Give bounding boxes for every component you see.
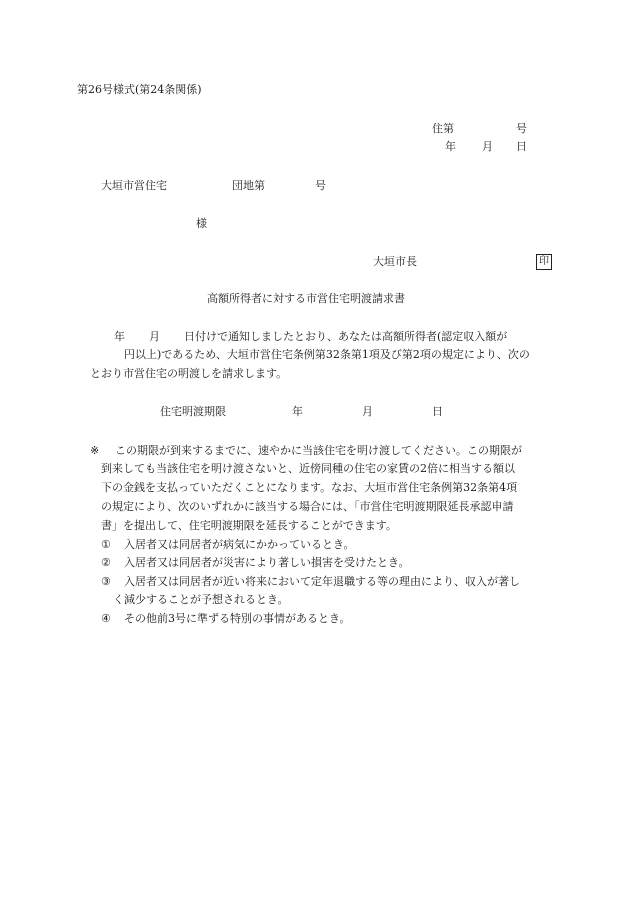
note-line: の規定により、次のいずれかに該当する場合には、「市営住宅明渡期限延長承認申請 bbox=[101, 500, 514, 513]
item-text: 入居者又は同居者が災害により著しい損害を受けたとき。 bbox=[124, 556, 410, 569]
note-mark: ※ bbox=[90, 444, 100, 457]
item-number: ① bbox=[101, 538, 111, 551]
deadline-month: 月 bbox=[362, 405, 373, 418]
issuer: 大垣市長 bbox=[373, 255, 417, 268]
item-number: ③ bbox=[101, 575, 111, 588]
document-title: 高額所得者に対する市営住宅明渡請求書 bbox=[207, 292, 405, 305]
item-text: 入居者又は同居者が病気にかかっているとき。 bbox=[124, 538, 355, 551]
item-text-continued: く減少することが予想されるとき。 bbox=[113, 593, 289, 606]
body-line-1: 日付けで通知しましたとおり、あなたは高額所得者(認定収入額が bbox=[184, 330, 508, 343]
housing-number: 号 bbox=[315, 179, 326, 192]
body-line-2: 円以上)であるため、大垣市営住宅条例第32条第1項及び第2項の規定により、次の bbox=[124, 348, 530, 361]
note-line: 到来しても当該住宅を明け渡さないと、近傍同種の住宅の家賃の2倍に相当する額以 bbox=[101, 462, 515, 475]
deadline-day: 日 bbox=[432, 405, 443, 418]
doc-no-suffix: 号 bbox=[516, 122, 527, 135]
addressee-suffix: 様 bbox=[196, 217, 207, 230]
note-line: 書」を提出して、住宅明渡期限を延長することができます。 bbox=[101, 519, 397, 532]
housing-name: 大垣市営住宅 bbox=[101, 179, 167, 192]
body-line-3: とおり市営住宅の明渡しを請求します。 bbox=[90, 367, 288, 380]
date-month: 月 bbox=[482, 140, 493, 153]
item-text: 入居者又は同居者が近い将来において定年退職する等の理由により、収入が著し bbox=[124, 575, 520, 588]
housing-block: 団地第 bbox=[232, 179, 265, 192]
date-year: 年 bbox=[445, 140, 456, 153]
seal-stamp: 印 bbox=[536, 254, 552, 270]
date-day: 日 bbox=[516, 140, 527, 153]
item-number: ② bbox=[101, 556, 111, 569]
deadline-label: 住宅明渡期限 bbox=[160, 405, 226, 418]
body-month: 月 bbox=[149, 330, 160, 343]
item-text: その他前3号に準ずる特別の事情があるとき。 bbox=[124, 612, 351, 625]
note-line: この期限が到来するまでに、速やかに当該住宅を明け渡してください。この期限が bbox=[115, 444, 522, 457]
doc-no-prefix: 住第 bbox=[432, 122, 454, 135]
note-line: 下の金銭を支払っていただくことになります。なお、大垣市営住宅条例第32条第4項 bbox=[101, 481, 518, 494]
item-number: ④ bbox=[101, 612, 111, 625]
deadline-year: 年 bbox=[292, 405, 303, 418]
form-number: 第26号様式(第24条関係) bbox=[77, 83, 202, 96]
body-year: 年 bbox=[114, 330, 125, 343]
